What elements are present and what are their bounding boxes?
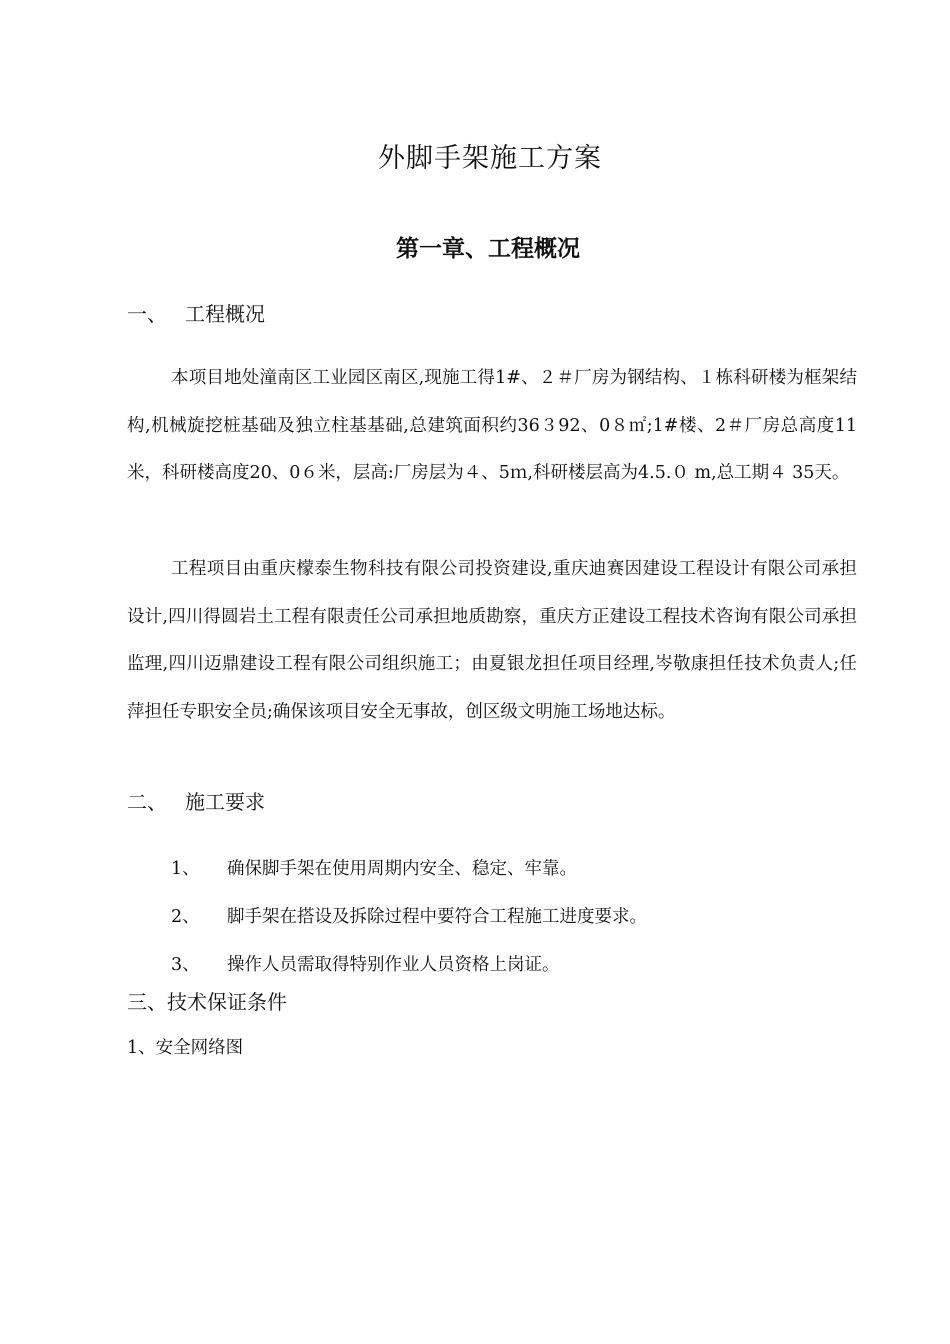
chapter-title: 第一章、工程概况 xyxy=(396,236,580,262)
list-item-number: 1、 xyxy=(171,859,200,879)
section-number: 三、 xyxy=(127,990,167,1014)
section-title: 工程概况 xyxy=(185,302,265,326)
list-item-text: 操作人员需取得特别作业人员资格上岗证。 xyxy=(227,955,560,975)
paragraph-project-parties: 工程项目由重庆檬泰生物科技有限公司投资建设,重庆迪赛因建设工程设计有限公司承担设计,四川得圆岩土工程有限责任公司承担地质勘察，重庆方正建设工程技术咨询有限公司承担监理,四川迈鼎建设工程有限公司组织施工；由夏银龙担任项目经理,岑敬康担任技术负责人;任萍担任专职安全员;确保该项目安全无事故，创区级文明施工场地达标。 xyxy=(127,559,857,722)
list-item-number: 3、 xyxy=(171,955,200,975)
subsection-item: 1、安全网络图 xyxy=(127,1038,244,1058)
list-item xyxy=(171,951,560,976)
section-title: 技术保证条件 xyxy=(167,990,287,1014)
list-item xyxy=(171,903,647,928)
list-item-text: 脚手架在搭设及拆除过程中要符合工程施工进度要求。 xyxy=(227,907,647,927)
section-heading-1 xyxy=(127,298,265,327)
list-item xyxy=(171,855,577,880)
section-title: 施工要求 xyxy=(185,790,265,814)
section-heading-2 xyxy=(127,786,265,815)
paragraph-project-location: 本项目地处潼南区工业园区南区,现施工得1#、２＃厂房为钢结构、１栋科研楼为框架结构,机械旋挖桩基础及独立柱基基础,总建筑面积约36３92、0８㎡;1#楼、2＃厂房总高度11米，科研楼高度20、0６米，层高:厂房层为４、5ｍ,科研楼层高为4.5.０ m,总工期４ 35天。 xyxy=(127,368,857,483)
section-number: 一、 xyxy=(127,302,167,326)
section-heading-3 xyxy=(127,986,287,1015)
section-number: 二、 xyxy=(127,790,167,814)
list-item-number: 2、 xyxy=(171,907,200,927)
list-item-text: 确保脚手架在使用周期内安全、稳定、牢靠。 xyxy=(227,859,577,879)
document-title: 外脚手架施工方案 xyxy=(378,143,602,174)
